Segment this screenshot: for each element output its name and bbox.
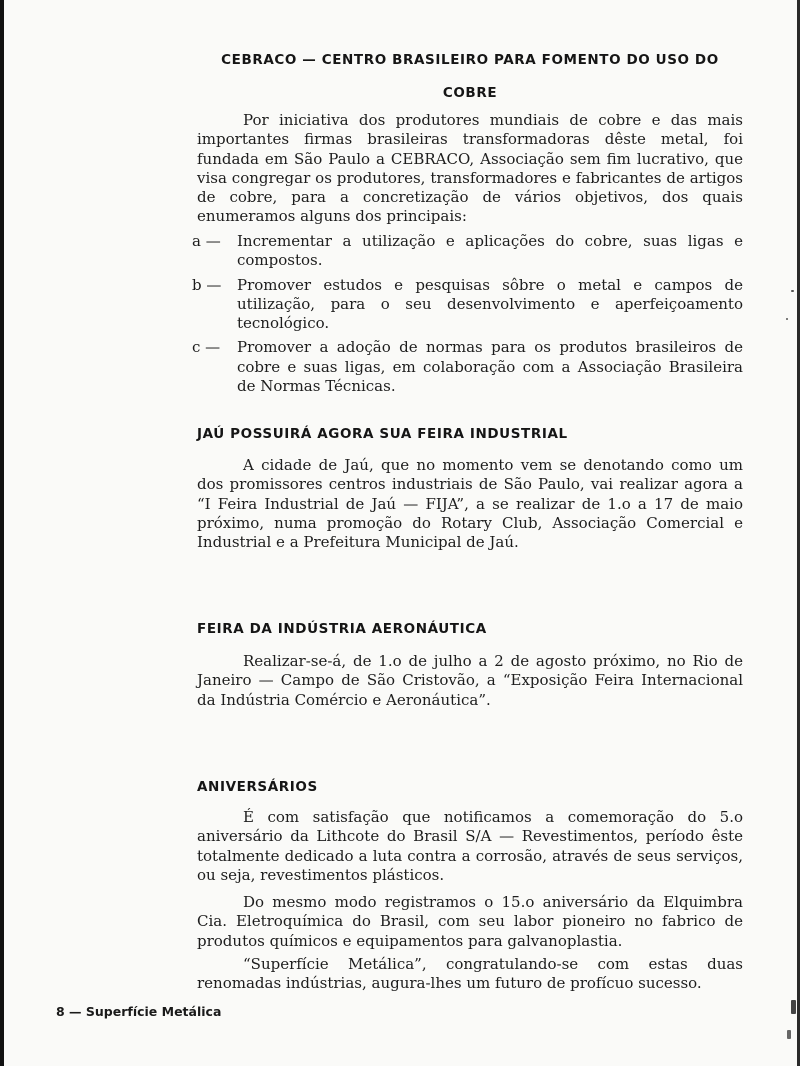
scan-speck: [791, 290, 794, 292]
list-marker: a —: [192, 232, 221, 250]
cebraco-objectives-list: [192, 232, 743, 401]
list-item-text: Promover a adoção de normas para os produtos brasileiros de cobre e suas ligas, em colaboração com a Associação Brasileira de Normas Técnicas.: [237, 338, 743, 396]
aniversarios-paragraph-1: É com satisfação que notificamos a comemoração do 5.o aniversário da Lithcote do Brasil S/A — Revestimentos, período êste totalmente dedicado a luta contra a corrosão, através de seus serviços, ou seja, revestimentos plásticos.: [197, 808, 743, 884]
list-item-text: Promover estudos e pesquisas sôbre o metal e campos de utilização, para o seu desenvolvimento e aperfeiçoamento tecnológico.: [237, 275, 743, 333]
aniversarios-title: ANIVERSÁRIOS: [197, 779, 318, 795]
jau-title: JAÚ POSSUIRÁ AGORA SUA FEIRA INDUSTRIAL: [197, 426, 568, 442]
scan-edge-left: [0, 0, 4, 1066]
list-marker: c —: [192, 338, 221, 357]
cebraco-title: CEBRACO — CENTRO BRASILEIRO PARA FOMENTO DO USO DO COBRE: [221, 52, 719, 101]
aero-title: FEIRA DA INDÚSTRIA AERONÁUTICA: [197, 621, 487, 637]
list-marker: b —: [192, 275, 222, 294]
list-item: [192, 232, 743, 271]
page-footer: 8 — Superfície Metálica: [56, 1004, 222, 1019]
aniversarios-paragraph-3: “Superfície Metálica”, congratulando-se com estas duas renomadas indústrias, augura-lhes um futuro de profícuo sucesso.: [197, 955, 743, 993]
jau-body: A cidade de Jaú, que no momento vem se denotando como um dos promissores centros industriais de São Paulo, vai realizar agora a “I Feira Industrial de Jaú — FIJA”, a se realizar de 1.o a 17 de maio próximo, numa promoção do Rotary Club, Associação Comercial e Industrial e a Prefeitura Municipal de Jaú.: [197, 456, 743, 552]
list-item: [192, 338, 743, 396]
aero-body: Realizar-se-á, de 1.o de julho a 2 de agosto próximo, no Rio de Janeiro — Campo de São Cristovão, a “Exposição Feira Internacional da Indústria Comércio e Aeronáutica”.: [197, 652, 743, 709]
scan-speck: [791, 1000, 796, 1014]
aniversarios-paragraph-2: Do mesmo modo registramos o 15.o aniversário da Elquimbra Cia. Eletroquímica do Brasil, com seu labor pioneiro no fabrico de produtos químicos e equipamentos para galvanoplastia.: [197, 893, 743, 950]
scan-speck: [787, 1030, 791, 1039]
list-item-text: Incrementar a utilização e aplicações do cobre, suas ligas e compostos.: [237, 232, 743, 270]
scan-speck: [786, 318, 788, 320]
list-item: [192, 276, 743, 334]
cebraco-intro: Por iniciativa dos produtores mundiais de cobre e das mais importantes firmas brasileiras transformadoras dêste metal, foi fundada em São Paulo a CEBRACO, Associação sem fim lucrativo, que visa congregar os produtores, transformadores e fabricantes de artigos de cobre, para a concretização de vários objetivos, dos quais enumeramos alguns dos principais:: [197, 111, 743, 226]
